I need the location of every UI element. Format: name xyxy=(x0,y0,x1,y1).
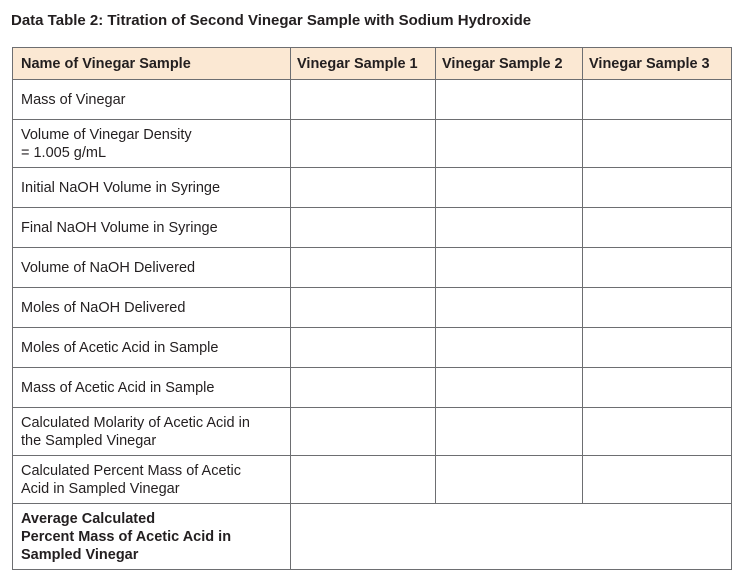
row-label xyxy=(13,456,291,504)
row-label xyxy=(13,504,291,570)
sample-2-cell[interactable] xyxy=(436,80,583,120)
sample-2-cell[interactable] xyxy=(436,248,583,288)
sample-2-cell[interactable] xyxy=(436,168,583,208)
sample-3-cell[interactable] xyxy=(583,328,732,368)
sample-1-cell[interactable] xyxy=(291,80,436,120)
sample-2-cell[interactable] xyxy=(436,288,583,328)
sample-2-cell[interactable] xyxy=(436,408,583,456)
row-label xyxy=(13,120,291,168)
row-label-line-2: the Sampled Vinegar xyxy=(21,432,157,449)
row-label-line-2: Acid in Sampled Vinegar xyxy=(21,480,180,497)
sample-3-cell[interactable] xyxy=(583,80,732,120)
row-label-line-3: Sampled Vinegar xyxy=(21,546,139,563)
sample-1-cell[interactable] xyxy=(291,408,436,456)
row-label: Moles of NaOH Delivered xyxy=(13,288,291,328)
row-label: Volume of NaOH Delivered xyxy=(13,248,291,288)
sample-3-cell[interactable] xyxy=(583,168,732,208)
row-label xyxy=(13,408,291,456)
sample-3-cell[interactable] xyxy=(583,368,732,408)
sample-3-cell[interactable] xyxy=(583,120,732,168)
table-row-initial-naoh-volume xyxy=(13,168,732,208)
table-row-final-naoh-volume xyxy=(13,208,732,248)
sample-2-cell[interactable] xyxy=(436,456,583,504)
sample-1-cell[interactable] xyxy=(291,168,436,208)
row-label-line-2: Percent Mass of Acetic Acid in xyxy=(21,528,232,545)
sample-2-cell[interactable] xyxy=(436,328,583,368)
sample-3-cell[interactable] xyxy=(583,208,732,248)
sample-2-cell[interactable] xyxy=(436,368,583,408)
row-label: Initial NaOH Volume in Syringe xyxy=(13,168,291,208)
average-value-cell[interactable] xyxy=(291,504,732,570)
row-label-line-1: Calculated Molarity of Acetic Acid in xyxy=(21,414,250,431)
header-vinegar-sample-3: Vinegar Sample 3 xyxy=(583,48,732,80)
table-row-mass-of-vinegar xyxy=(13,80,732,120)
header-name-of-vinegar-sample: Name of Vinegar Sample xyxy=(13,48,291,80)
sample-2-cell[interactable] xyxy=(436,120,583,168)
header-vinegar-sample-1: Vinegar Sample 1 xyxy=(291,48,436,80)
table-row-mass-acetic-acid xyxy=(13,368,732,408)
sample-1-cell[interactable] xyxy=(291,328,436,368)
table-row-moles-naoh-delivered xyxy=(13,288,732,328)
table-row-volume-of-vinegar xyxy=(13,120,732,168)
sample-1-cell[interactable] xyxy=(291,248,436,288)
sample-1-cell[interactable] xyxy=(291,288,436,328)
table-row-moles-acetic-acid xyxy=(13,328,732,368)
sample-1-cell[interactable] xyxy=(291,208,436,248)
table-row-volume-naoh-delivered xyxy=(13,248,732,288)
row-label: Mass of Acetic Acid in Sample xyxy=(13,368,291,408)
row-label-line-1: Average Calculated xyxy=(21,510,156,527)
sample-1-cell[interactable] xyxy=(291,120,436,168)
table-row-calculated-molarity xyxy=(13,408,732,456)
sample-3-cell[interactable] xyxy=(583,408,732,456)
row-label: Moles of Acetic Acid in Sample xyxy=(13,328,291,368)
row-label-line-2: = 1.005 g/mL xyxy=(21,144,107,161)
sample-1-cell[interactable] xyxy=(291,456,436,504)
sample-1-cell[interactable] xyxy=(291,368,436,408)
row-label-line-1: Volume of Vinegar Density xyxy=(21,126,192,143)
table-row-average-percent-mass xyxy=(13,504,732,570)
header-row xyxy=(13,48,732,80)
table-title: Data Table 2: Titration of Second Vinegar Sample with Sodium Hydroxide xyxy=(11,12,532,29)
row-label: Mass of Vinegar xyxy=(13,80,291,120)
row-label: Final NaOH Volume in Syringe xyxy=(13,208,291,248)
sample-3-cell[interactable] xyxy=(583,288,732,328)
table-row-calculated-percent-mass xyxy=(13,456,732,504)
sample-3-cell[interactable] xyxy=(583,248,732,288)
sample-3-cell[interactable] xyxy=(583,456,732,504)
row-label-line-1: Calculated Percent Mass of Acetic xyxy=(21,462,242,479)
header-vinegar-sample-2: Vinegar Sample 2 xyxy=(436,48,583,80)
sample-2-cell[interactable] xyxy=(436,208,583,248)
data-table-2 xyxy=(12,47,732,570)
